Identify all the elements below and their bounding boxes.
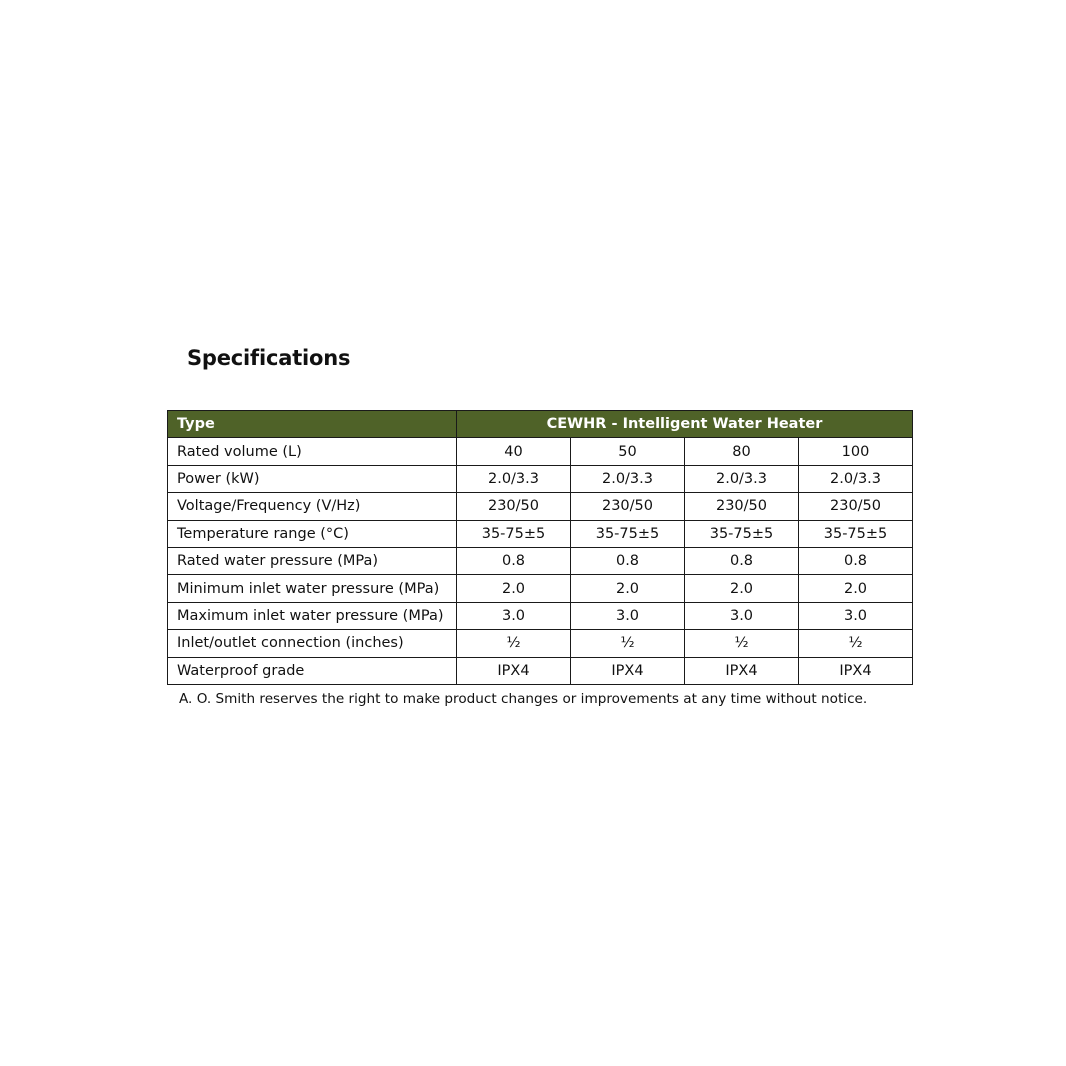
table-cell: 2.0/3.3 (685, 465, 799, 492)
table-cell: 2.0/3.3 (571, 465, 685, 492)
row-label: Waterproof grade (168, 657, 457, 684)
table-cell: IPX4 (799, 657, 913, 684)
specifications-table (167, 410, 913, 685)
table-cell: 230/50 (571, 493, 685, 520)
row-label: Minimum inlet water pressure (MPa) (168, 575, 457, 602)
table-cell: 35-75±5 (571, 520, 685, 547)
table-row (168, 438, 913, 465)
table-cell: ½ (685, 630, 799, 657)
table-cell: IPX4 (571, 657, 685, 684)
table-header-row (168, 411, 913, 438)
row-label: Rated volume (L) (168, 438, 457, 465)
table-cell: 0.8 (799, 547, 913, 574)
table-row (168, 575, 913, 602)
row-label: Temperature range (°C) (168, 520, 457, 547)
row-label: Rated water pressure (MPa) (168, 547, 457, 574)
table-cell: ½ (571, 630, 685, 657)
table-cell: 100 (799, 438, 913, 465)
disclaimer-note: A. O. Smith reserves the right to make product changes or improvements at any time without notice. (179, 691, 868, 707)
table-cell: 40 (457, 438, 571, 465)
table-row (168, 547, 913, 574)
table-cell: 3.0 (571, 602, 685, 629)
table-cell: ½ (457, 630, 571, 657)
table-cell: 2.0 (571, 575, 685, 602)
table-cell: 230/50 (457, 493, 571, 520)
table-cell: ½ (799, 630, 913, 657)
table-row (168, 657, 913, 684)
table-cell: 0.8 (685, 547, 799, 574)
table-cell: 0.8 (457, 547, 571, 574)
table-cell: 230/50 (799, 493, 913, 520)
table-cell: 35-75±5 (799, 520, 913, 547)
table-cell: 3.0 (799, 602, 913, 629)
row-label: Inlet/outlet connection (inches) (168, 630, 457, 657)
page-title: Specifications (187, 346, 351, 370)
table-row (168, 465, 913, 492)
table-cell: 230/50 (685, 493, 799, 520)
table-cell: IPX4 (685, 657, 799, 684)
table-row (168, 630, 913, 657)
table-row (168, 493, 913, 520)
row-label: Voltage/Frequency (V/Hz) (168, 493, 457, 520)
table-cell: 35-75±5 (685, 520, 799, 547)
table-cell: 2.0 (685, 575, 799, 602)
table-cell: 2.0 (799, 575, 913, 602)
row-label: Power (kW) (168, 465, 457, 492)
product-name-header-cell: CEWHR - Intelligent Water Heater (457, 411, 913, 438)
table-cell: 0.8 (571, 547, 685, 574)
type-header-cell: Type (168, 411, 457, 438)
table-cell: 3.0 (457, 602, 571, 629)
table-cell: 50 (571, 438, 685, 465)
table-cell: 2.0/3.3 (799, 465, 913, 492)
table-cell: 2.0/3.3 (457, 465, 571, 492)
table-cell: 3.0 (685, 602, 799, 629)
table-row (168, 520, 913, 547)
table-cell: 2.0 (457, 575, 571, 602)
table-cell: IPX4 (457, 657, 571, 684)
row-label: Maximum inlet water pressure (MPa) (168, 602, 457, 629)
table-cell: 80 (685, 438, 799, 465)
table-row (168, 602, 913, 629)
table-cell: 35-75±5 (457, 520, 571, 547)
